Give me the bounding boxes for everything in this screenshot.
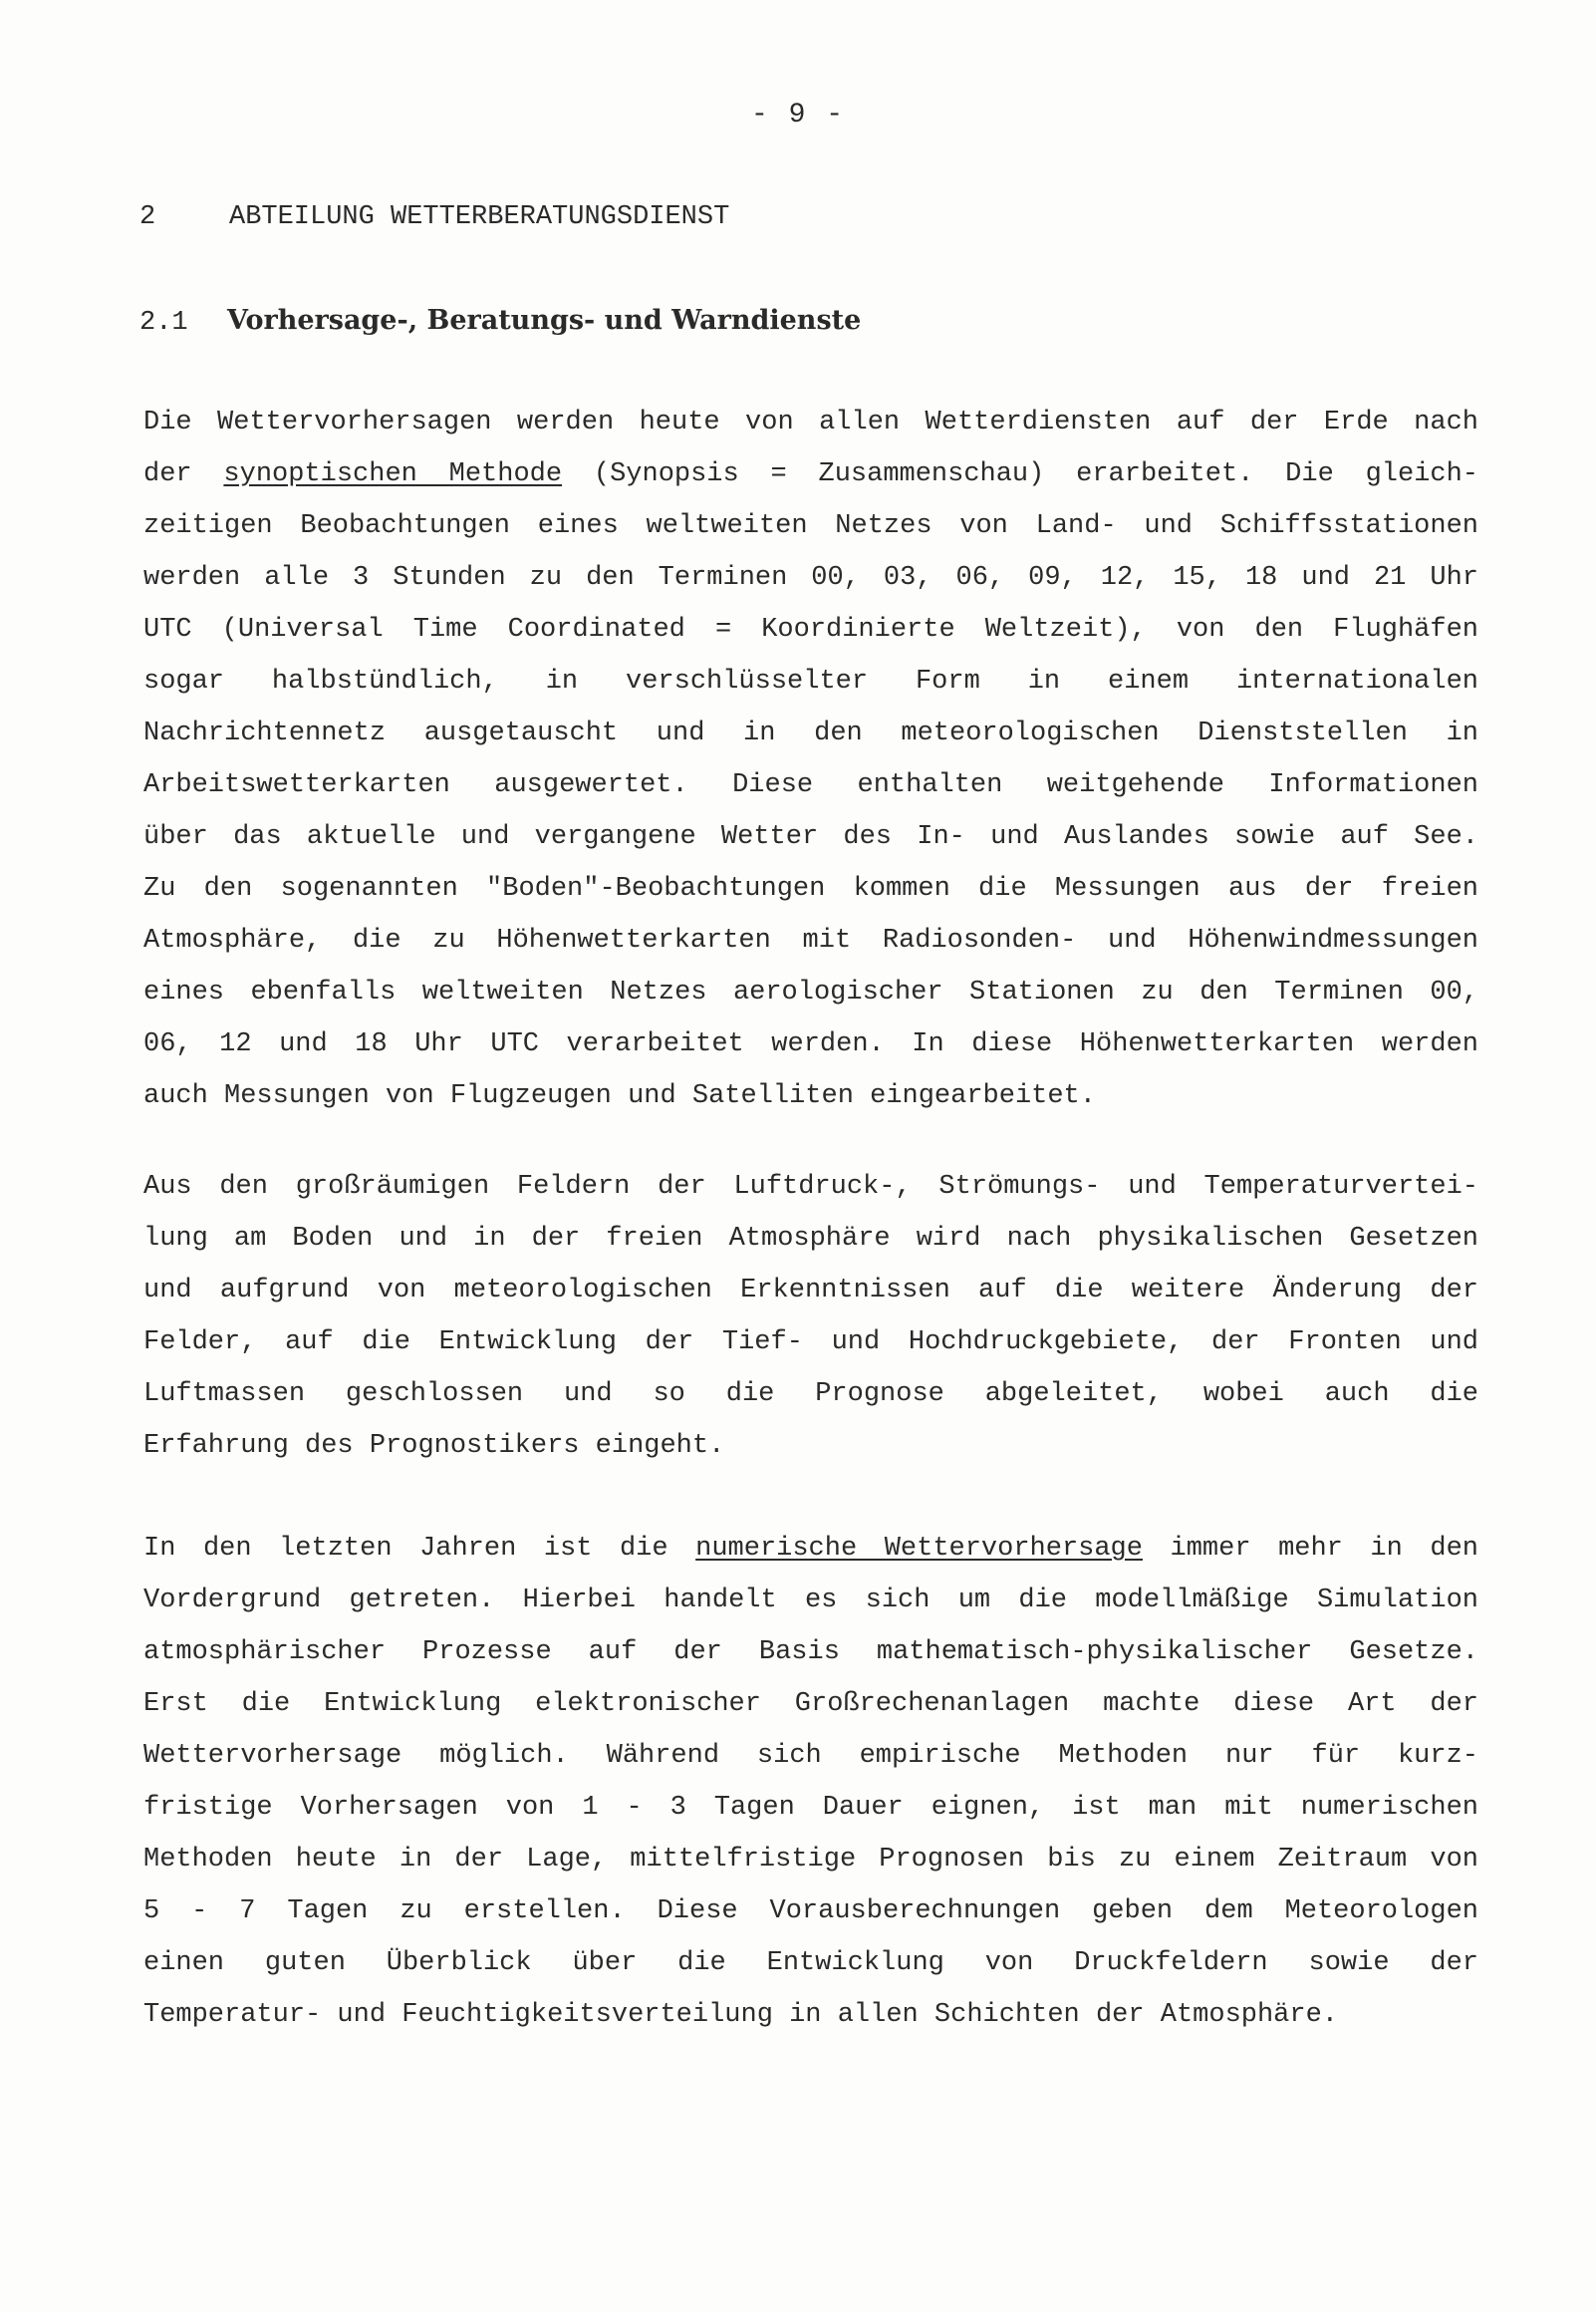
text-line: UTC (Universal Time Coordinated = Koordinierte Weltzeit), von den Flughäfen bbox=[143, 615, 1478, 645]
underlined-term: numerische Wettervorhersage bbox=[695, 1534, 1143, 1564]
text-line: Atmosphäre, die zu Höhenwetterkarten mit Radiosonden- und Höhenwindmessungen bbox=[143, 926, 1478, 956]
text-line: Wettervorhersage möglich. Während sich empirische Methoden nur für kurz- bbox=[143, 1741, 1478, 1771]
text-line: werden alle 3 Stunden zu den Terminen 00, 03, 06, 09, 12, 15, 18 und 21 Uhr bbox=[143, 563, 1478, 593]
paragraph-numerical-forecast bbox=[143, 1523, 1478, 2041]
text-line: eines ebenfalls weltweiten Netzes aerologischer Stationen zu den Terminen 00, bbox=[143, 978, 1478, 1008]
section-title: Vorhersage-, Beratungs- und Warndienste bbox=[227, 305, 862, 336]
text-line: Zu den sogenannten "Boden"-Beobachtungen kommen die Messungen aus der freien bbox=[143, 874, 1478, 904]
section-number: 2.1 bbox=[139, 308, 188, 338]
text-line: Temperatur- und Feuchtigkeitsverteilung in allen Schichten der Atmosphäre. bbox=[143, 2000, 1338, 2030]
text-line: atmosphärischer Prozesse auf der Basis mathematisch-physikalischer Gesetze. bbox=[143, 1637, 1478, 1667]
text-line: Nachrichtennetz ausgetauscht und in den meteorologischen Dienststellen in bbox=[143, 719, 1478, 748]
text-line: fristige Vorhersagen von 1 - 3 Tagen Dauer eignen, ist man mit numerischen bbox=[143, 1793, 1478, 1823]
text-line: zeitigen Beobachtungen eines weltweiten Netzes von Land- und Schiffsstationen bbox=[143, 511, 1478, 541]
text-line: Erst die Entwicklung elektronischer Großrechenanlagen machte diese Art der bbox=[143, 1689, 1478, 1719]
text-line: 06, 12 und 18 Uhr UTC verarbeitet werden. In diese Höhenwetterkarten werden bbox=[143, 1029, 1478, 1059]
text-line: Luftmassen geschlossen und so die Prognose abgeleitet, wobei auch die bbox=[143, 1379, 1478, 1409]
chapter-number: 2 bbox=[139, 202, 156, 232]
paragraph-large-scale-fields bbox=[143, 1161, 1478, 1472]
text-line: und aufgrund von meteorologischen Erkenntnissen auf die weitere Änderung der bbox=[143, 1276, 1478, 1305]
page-number: - 9 - bbox=[750, 100, 845, 131]
text-line: sogar halbstündlich, in verschlüsselter Form in einem internationalen bbox=[143, 667, 1478, 697]
chapter-title: ABTEILUNG WETTERBERATUNGSDIENST bbox=[229, 202, 730, 232]
text-line: einen guten Überblick über die Entwicklung von Druckfeldern sowie der bbox=[143, 1948, 1478, 1978]
text-line: Aus den großräumigen Feldern der Luftdruck-, Strömungs- und Temperaturvertei- bbox=[143, 1172, 1478, 1202]
text-line: Felder, auf die Entwicklung der Tief- und Hochdruckgebiete, der Fronten und bbox=[143, 1327, 1478, 1357]
text-line: Methoden heute in der Lage, mittelfristige Prognosen bis zu einem Zeitraum von bbox=[143, 1845, 1478, 1875]
text-line: Die Wettervorhersagen werden heute von allen Wetterdiensten auf der Erde nach bbox=[143, 408, 1478, 437]
section-heading bbox=[139, 305, 861, 338]
text-line: In den letzten Jahren ist die numerische Wettervorhersage immer mehr in den bbox=[143, 1534, 1478, 1564]
text-line: lung am Boden und in der freien Atmosphäre wird nach physikalischen Gesetzen bbox=[143, 1224, 1478, 1254]
text-line: auch Messungen von Flugzeugen und Satelliten eingearbeitet. bbox=[143, 1081, 1096, 1111]
text-line: Vordergrund getreten. Hierbei handelt es sich um die modellmäßige Simulation bbox=[143, 1586, 1478, 1615]
text-line: der synoptischen Methode (Synopsis = Zusammenschau) erarbeitet. Die gleich- bbox=[143, 459, 1478, 489]
text-line: Arbeitswetterkarten ausgewertet. Diese enthalten weitgehende Informationen bbox=[143, 770, 1478, 800]
chapter-heading bbox=[139, 202, 729, 232]
text-line: 5 - 7 Tagen zu erstellen. Diese Vorausberechnungen geben dem Meteorologen bbox=[143, 1896, 1478, 1926]
underlined-term: synoptischen Methode bbox=[223, 459, 563, 489]
text-line: über das aktuelle und vergangene Wetter des In- und Auslandes sowie auf See. bbox=[143, 822, 1478, 852]
text-line: Erfahrung des Prognostikers eingeht. bbox=[143, 1431, 725, 1461]
paragraph-synoptic-method bbox=[143, 397, 1478, 1122]
